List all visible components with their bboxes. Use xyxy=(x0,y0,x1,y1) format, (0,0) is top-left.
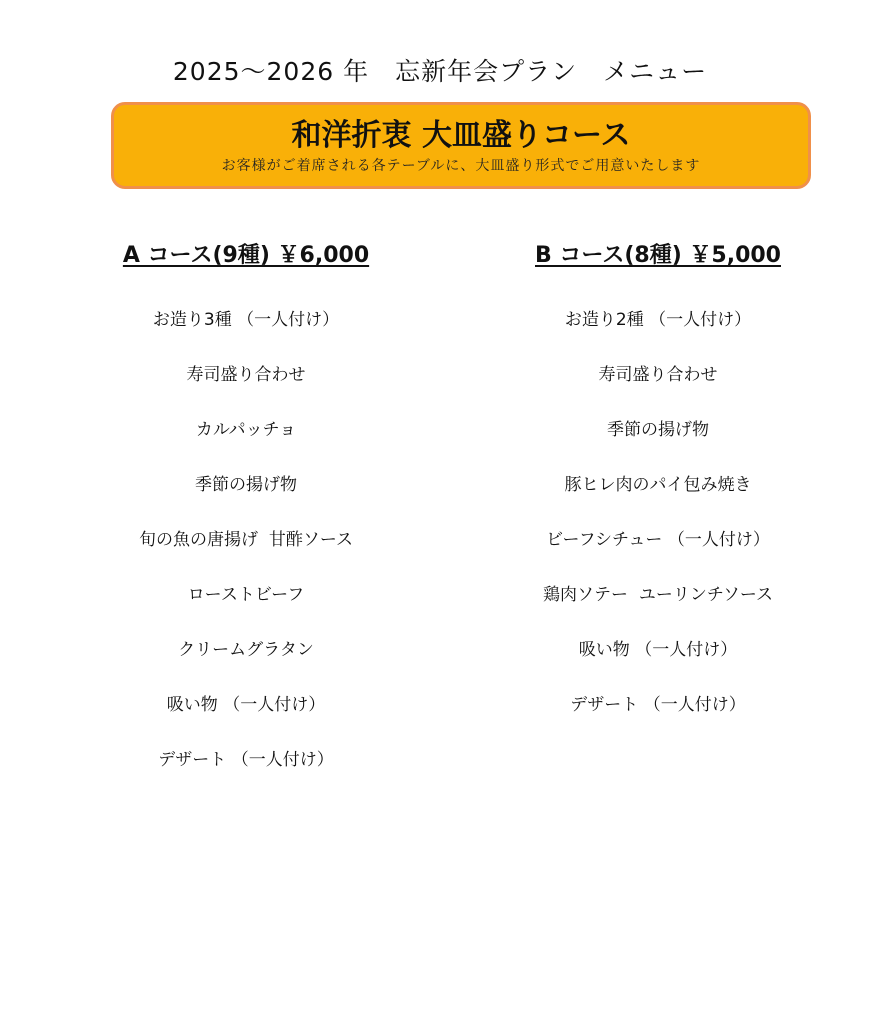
menu-item: 吸い物 （一人付け） xyxy=(578,640,738,660)
menu-item: クリームグラタン xyxy=(178,640,314,660)
menu-item: お造り3種 （一人付け） xyxy=(152,310,340,330)
menu-item: デザート （一人付け） xyxy=(158,750,334,770)
course-a-menu xyxy=(96,293,396,788)
course-b-heading: B コース(8種) ￥5,000 xyxy=(535,243,781,268)
menu-item: カルパッチョ xyxy=(195,420,297,440)
menu-item: 季節の揚げ物 xyxy=(195,475,297,495)
banner-title: 和洋折衷 大皿盛りコース xyxy=(291,118,631,153)
menu-item: デザート （一人付け） xyxy=(570,695,746,715)
menu-item: 寿司盛り合わせ xyxy=(186,365,306,385)
menu-item: 豚ヒレ肉のパイ包み焼き xyxy=(564,475,752,495)
menu-item: 季節の揚げ物 xyxy=(607,420,709,440)
menu-item: 旬の魚の唐揚げ 甘酢ソース xyxy=(139,530,353,550)
course-a xyxy=(96,240,396,788)
menu-item: 吸い物 （一人付け） xyxy=(166,695,326,715)
menu-item: ビーフシチュー （一人付け） xyxy=(546,530,770,550)
course-banner xyxy=(111,102,811,189)
menu-item: 鶏肉ソテー ユーリンチソース xyxy=(543,585,773,605)
menu-item: お造り2種 （一人付け） xyxy=(564,310,752,330)
course-b xyxy=(508,240,808,733)
page-title: 2025～2026 年 忘新年会プラン メニュー xyxy=(172,57,708,86)
course-a-heading: A コース(9種) ￥6,000 xyxy=(122,243,370,268)
course-b-menu xyxy=(508,293,808,733)
banner-subtitle: お客様がご着席される各テーブルに、大皿盛り形式でご用意いたします xyxy=(221,158,701,174)
menu-item: ローストビーフ xyxy=(187,585,305,605)
menu-item: 寿司盛り合わせ xyxy=(598,365,718,385)
